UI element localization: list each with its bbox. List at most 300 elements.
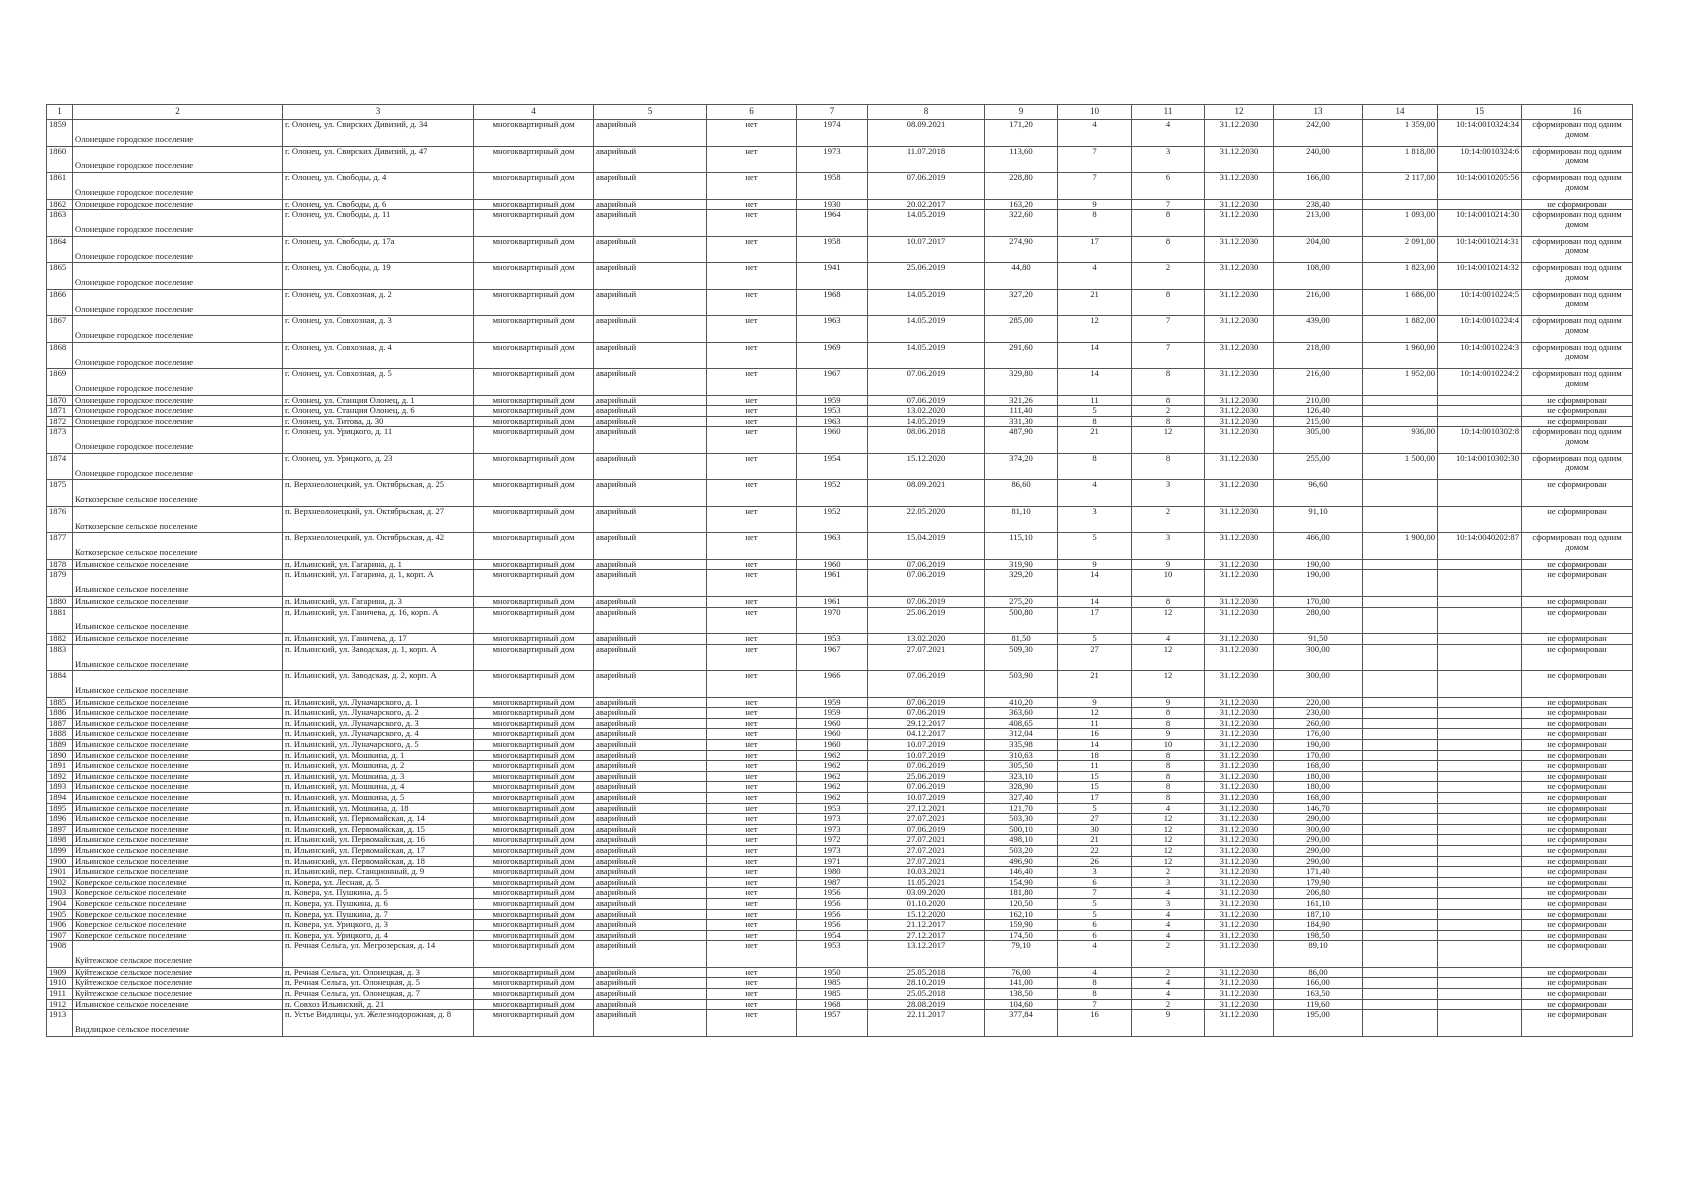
condition-status: аварийный — [594, 835, 707, 846]
year-built: 1964 — [797, 210, 868, 237]
premises-count: 8 — [1132, 596, 1205, 607]
value-13: 218,00 — [1274, 342, 1363, 369]
recognition-date: 07.06.2019 — [868, 395, 985, 406]
recognition-date: 07.06.2019 — [868, 824, 985, 835]
condition-status: аварийный — [594, 1010, 707, 1037]
cadastral-number — [1438, 634, 1522, 645]
demolition-flag: нет — [707, 316, 797, 343]
row-number: 1873 — [47, 427, 73, 454]
table-row — [47, 1010, 1633, 1037]
building-type: многоквартирный дом — [474, 898, 594, 909]
table-row — [47, 782, 1633, 793]
row-number: 1859 — [47, 120, 73, 147]
residents: 12 — [1058, 708, 1132, 719]
premises-count: 7 — [1132, 342, 1205, 369]
land-plot-status: не сформирован — [1522, 814, 1633, 825]
residents: 11 — [1058, 718, 1132, 729]
land-plot-status: не сформирован — [1522, 644, 1633, 671]
building-type: многоквартирный дом — [474, 750, 594, 761]
value-13: 96,60 — [1274, 480, 1363, 507]
resettlement-deadline: 31.12.2030 — [1205, 289, 1274, 316]
recognition-date: 11.07.2018 — [868, 146, 985, 173]
address: г. Олонец, ул. Станция Олонец, д. 1 — [283, 395, 474, 406]
resettlement-deadline: 31.12.2030 — [1205, 835, 1274, 846]
value-13: 171,40 — [1274, 867, 1363, 878]
land-area: 1 882,00 — [1363, 316, 1438, 343]
table-row — [47, 369, 1633, 396]
address: г. Олонец, ул. Совхозная, д. 4 — [283, 342, 474, 369]
land-plot-status: не сформирован — [1522, 395, 1633, 406]
row-number: 1879 — [47, 570, 73, 597]
area: 275,20 — [985, 596, 1058, 607]
building-type: многоквартирный дом — [474, 793, 594, 804]
condition-status: аварийный — [594, 697, 707, 708]
cadastral-number — [1438, 835, 1522, 846]
demolition-flag: нет — [707, 671, 797, 698]
building-type: многоквартирный дом — [474, 877, 594, 888]
residents: 11 — [1058, 395, 1132, 406]
table-row — [47, 867, 1633, 878]
area: 81,10 — [985, 506, 1058, 533]
residents: 14 — [1058, 596, 1132, 607]
premises-count: 8 — [1132, 750, 1205, 761]
column-header: 12 — [1205, 105, 1274, 120]
demolition-flag: нет — [707, 263, 797, 290]
building-type: многоквартирный дом — [474, 316, 594, 343]
residents: 9 — [1058, 697, 1132, 708]
area: 509,30 — [985, 644, 1058, 671]
premises-count: 2 — [1132, 999, 1205, 1010]
cadastral-number — [1438, 941, 1522, 968]
residents: 7 — [1058, 999, 1132, 1010]
residents: 12 — [1058, 316, 1132, 343]
premises-count: 4 — [1132, 920, 1205, 931]
table-row — [47, 263, 1633, 290]
table-row — [47, 570, 1633, 597]
settlement-name: Ильинское сельское поселение — [73, 644, 283, 671]
condition-status: аварийный — [594, 803, 707, 814]
value-13: 255,00 — [1274, 453, 1363, 480]
year-built: 1966 — [797, 671, 868, 698]
land-area — [1363, 607, 1438, 634]
condition-status: аварийный — [594, 289, 707, 316]
table-row — [47, 644, 1633, 671]
row-number: 1895 — [47, 803, 73, 814]
residents: 26 — [1058, 856, 1132, 867]
settlement-name: Олонецкое городское поселение — [73, 120, 283, 147]
cadastral-number: 10:14:0010224:5 — [1438, 289, 1522, 316]
resettlement-deadline: 31.12.2030 — [1205, 369, 1274, 396]
area: 331,30 — [985, 416, 1058, 427]
demolition-flag: нет — [707, 920, 797, 931]
resettlement-deadline: 31.12.2030 — [1205, 236, 1274, 263]
land-plot-status: не сформирован — [1522, 967, 1633, 978]
column-header: 2 — [73, 105, 283, 120]
land-plot-status: сформирован под одним домом — [1522, 120, 1633, 147]
area: 329,20 — [985, 570, 1058, 597]
area: 321,26 — [985, 395, 1058, 406]
cadastral-number — [1438, 740, 1522, 751]
row-number: 1910 — [47, 978, 73, 989]
land-plot-status: сформирован под одним домом — [1522, 236, 1633, 263]
building-type: многоквартирный дом — [474, 395, 594, 406]
settlement-name: Олонецкое городское поселение — [73, 453, 283, 480]
row-number: 1902 — [47, 877, 73, 888]
demolition-flag: нет — [707, 644, 797, 671]
building-type: многоквартирный дом — [474, 967, 594, 978]
address: г. Олонец, ул. Совхозная, д. 5 — [283, 369, 474, 396]
land-plot-status: не сформирован — [1522, 909, 1633, 920]
address: г. Олонец, ул. Станция Олонец, д. 6 — [283, 406, 474, 417]
row-number: 1911 — [47, 989, 73, 1000]
row-number: 1893 — [47, 782, 73, 793]
cadastral-number — [1438, 761, 1522, 772]
land-area: 1 818,00 — [1363, 146, 1438, 173]
year-built: 1960 — [797, 718, 868, 729]
land-plot-status: не сформирован — [1522, 718, 1633, 729]
row-number: 1866 — [47, 289, 73, 316]
demolition-flag: нет — [707, 898, 797, 909]
premises-count: 8 — [1132, 793, 1205, 804]
residents: 5 — [1058, 803, 1132, 814]
row-number: 1870 — [47, 395, 73, 406]
area: 104,60 — [985, 999, 1058, 1010]
land-area — [1363, 761, 1438, 772]
building-type: многоквартирный дом — [474, 120, 594, 147]
recognition-date: 27.07.2021 — [868, 835, 985, 846]
address: п. Верхнеолонецкий, ул. Октябрьская, д. 42 — [283, 533, 474, 560]
demolition-flag: нет — [707, 289, 797, 316]
value-13: 204,00 — [1274, 236, 1363, 263]
land-plot-status: не сформирован — [1522, 506, 1633, 533]
cadastral-number — [1438, 989, 1522, 1000]
value-13: 198,50 — [1274, 930, 1363, 941]
land-area — [1363, 888, 1438, 899]
resettlement-deadline: 31.12.2030 — [1205, 697, 1274, 708]
premises-count: 2 — [1132, 263, 1205, 290]
condition-status: аварийный — [594, 342, 707, 369]
year-built: 1962 — [797, 750, 868, 761]
area: 81,50 — [985, 634, 1058, 645]
land-plot-status: не сформирован — [1522, 856, 1633, 867]
premises-count: 10 — [1132, 570, 1205, 597]
recognition-date: 10.07.2019 — [868, 750, 985, 761]
address: п. Ильинский, ул. Луначарского, д. 2 — [283, 708, 474, 719]
resettlement-deadline: 31.12.2030 — [1205, 867, 1274, 878]
address: п. Речная Сельга, ул. Олонецкая, д. 5 — [283, 978, 474, 989]
table-row — [47, 427, 1633, 454]
residents: 27 — [1058, 814, 1132, 825]
cadastral-number — [1438, 999, 1522, 1010]
premises-count: 12 — [1132, 607, 1205, 634]
land-plot-status: сформирован под одним домом — [1522, 316, 1633, 343]
row-number: 1888 — [47, 729, 73, 740]
table-row — [47, 210, 1633, 237]
condition-status: аварийный — [594, 369, 707, 396]
residents: 6 — [1058, 920, 1132, 931]
land-area — [1363, 596, 1438, 607]
address: п. Ильинский, ул. Мошкина, д. 3 — [283, 771, 474, 782]
building-type: многоквартирный дом — [474, 289, 594, 316]
area: 319,90 — [985, 559, 1058, 570]
building-type: многоквартирный дом — [474, 782, 594, 793]
settlement-name: Олонецкое городское поселение — [73, 406, 283, 417]
address: п. Ковера, ул. Пушкина, д. 7 — [283, 909, 474, 920]
demolition-flag: нет — [707, 146, 797, 173]
settlement-name: Ильинское сельское поселение — [73, 824, 283, 835]
year-built: 1960 — [797, 427, 868, 454]
row-number: 1892 — [47, 771, 73, 782]
premises-count: 8 — [1132, 761, 1205, 772]
residents: 17 — [1058, 607, 1132, 634]
land-plot-status: не сформирован — [1522, 793, 1633, 804]
building-type: многоквартирный дом — [474, 708, 594, 719]
building-type: многоквартирный дом — [474, 909, 594, 920]
demolition-flag: нет — [707, 888, 797, 899]
demolition-flag: нет — [707, 793, 797, 804]
land-area — [1363, 771, 1438, 782]
land-plot-status: не сформирован — [1522, 930, 1633, 941]
year-built: 1950 — [797, 967, 868, 978]
value-13: 126,40 — [1274, 406, 1363, 417]
land-area — [1363, 729, 1438, 740]
residents: 21 — [1058, 671, 1132, 698]
recognition-date: 27.12.2021 — [868, 803, 985, 814]
address: п. Совхоз Ильинский, д. 21 — [283, 999, 474, 1010]
premises-count: 12 — [1132, 845, 1205, 856]
premises-count: 12 — [1132, 644, 1205, 671]
building-type: многоквартирный дом — [474, 867, 594, 878]
resettlement-deadline: 31.12.2030 — [1205, 824, 1274, 835]
table-row — [47, 877, 1633, 888]
resettlement-deadline: 31.12.2030 — [1205, 1010, 1274, 1037]
address: п. Ковера, ул. Пушкина, д. 6 — [283, 898, 474, 909]
building-type: многоквартирный дом — [474, 941, 594, 968]
demolition-flag: нет — [707, 845, 797, 856]
premises-count: 4 — [1132, 909, 1205, 920]
table-row — [47, 729, 1633, 740]
condition-status: аварийный — [594, 236, 707, 263]
row-number: 1898 — [47, 835, 73, 846]
demolition-flag: нет — [707, 506, 797, 533]
premises-count: 9 — [1132, 1010, 1205, 1037]
resettlement-deadline: 31.12.2030 — [1205, 782, 1274, 793]
recognition-date: 03.09.2020 — [868, 888, 985, 899]
land-area — [1363, 877, 1438, 888]
resettlement-deadline: 31.12.2030 — [1205, 596, 1274, 607]
demolition-flag: нет — [707, 416, 797, 427]
recognition-date: 10.07.2019 — [868, 740, 985, 751]
condition-status: аварийный — [594, 596, 707, 607]
land-plot-status: не сформирован — [1522, 596, 1633, 607]
area: 181,80 — [985, 888, 1058, 899]
table-row — [47, 888, 1633, 899]
land-plot-status: не сформирован — [1522, 559, 1633, 570]
residents: 11 — [1058, 761, 1132, 772]
building-type: многоквартирный дом — [474, 480, 594, 507]
row-number: 1875 — [47, 480, 73, 507]
premises-count: 7 — [1132, 199, 1205, 210]
table-row — [47, 761, 1633, 772]
land-plot-status: не сформирован — [1522, 740, 1633, 751]
building-type: многоквартирный дом — [474, 559, 594, 570]
resettlement-deadline: 31.12.2030 — [1205, 793, 1274, 804]
cadastral-number: 10:14:0040202:87 — [1438, 533, 1522, 560]
area: 335,98 — [985, 740, 1058, 751]
land-plot-status: сформирован под одним домом — [1522, 289, 1633, 316]
table-row — [47, 718, 1633, 729]
land-area — [1363, 740, 1438, 751]
demolition-flag: нет — [707, 814, 797, 825]
demolition-flag: нет — [707, 978, 797, 989]
year-built: 1956 — [797, 920, 868, 931]
address: п. Речная Сельга, ул. Мегрозерская, д. 14 — [283, 941, 474, 968]
value-13: 168,00 — [1274, 793, 1363, 804]
recognition-date: 25.06.2019 — [868, 771, 985, 782]
condition-status: аварийный — [594, 877, 707, 888]
condition-status: аварийный — [594, 559, 707, 570]
year-built: 1967 — [797, 369, 868, 396]
resettlement-deadline: 31.12.2030 — [1205, 718, 1274, 729]
table-row — [47, 803, 1633, 814]
area: 374,20 — [985, 453, 1058, 480]
row-number: 1899 — [47, 845, 73, 856]
demolition-flag: нет — [707, 761, 797, 772]
residents: 4 — [1058, 941, 1132, 968]
premises-count: 12 — [1132, 824, 1205, 835]
table-row — [47, 750, 1633, 761]
land-area — [1363, 835, 1438, 846]
area: 171,20 — [985, 120, 1058, 147]
settlement-name: Видлицкое сельское поселение — [73, 1010, 283, 1037]
value-13: 216,00 — [1274, 289, 1363, 316]
address: п. Ковера, ул. Урицкого, д. 4 — [283, 930, 474, 941]
value-13: 190,00 — [1274, 740, 1363, 751]
condition-status: аварийный — [594, 570, 707, 597]
building-type: многоквартирный дом — [474, 835, 594, 846]
resettlement-deadline: 31.12.2030 — [1205, 814, 1274, 825]
area: 146,40 — [985, 867, 1058, 878]
area: 138,50 — [985, 989, 1058, 1000]
building-type: многоквартирный дом — [474, 427, 594, 454]
land-area — [1363, 930, 1438, 941]
value-13: 184,90 — [1274, 920, 1363, 931]
premises-count: 6 — [1132, 173, 1205, 200]
value-13: 242,00 — [1274, 120, 1363, 147]
cadastral-number — [1438, 824, 1522, 835]
address: п. Ильинский, ул. Гагарина, д. 1 — [283, 559, 474, 570]
residents: 18 — [1058, 750, 1132, 761]
settlement-name: Ильинское сельское поселение — [73, 718, 283, 729]
table-row — [47, 793, 1633, 804]
recognition-date: 22.05.2020 — [868, 506, 985, 533]
address: п. Речная Сельга, ул. Олонецкая, д. 7 — [283, 989, 474, 1000]
building-type: многоквартирный дом — [474, 596, 594, 607]
land-area: 2 091,00 — [1363, 236, 1438, 263]
land-area — [1363, 199, 1438, 210]
land-area — [1363, 793, 1438, 804]
residents: 27 — [1058, 644, 1132, 671]
address: п. Ильинский, ул. Мошкина, д. 1 — [283, 750, 474, 761]
address: п. Ильинский, ул. Ганичева, д. 17 — [283, 634, 474, 645]
resettlement-deadline: 31.12.2030 — [1205, 427, 1274, 454]
recognition-date: 15.04.2019 — [868, 533, 985, 560]
resettlement-deadline: 31.12.2030 — [1205, 999, 1274, 1010]
cadastral-number — [1438, 416, 1522, 427]
land-plot-status: не сформирован — [1522, 697, 1633, 708]
value-13: 161,10 — [1274, 898, 1363, 909]
building-type: многоквартирный дом — [474, 824, 594, 835]
residents: 16 — [1058, 729, 1132, 740]
cadastral-number — [1438, 671, 1522, 698]
recognition-date: 07.06.2019 — [868, 559, 985, 570]
table-row — [47, 342, 1633, 369]
residents: 8 — [1058, 210, 1132, 237]
demolition-flag: нет — [707, 453, 797, 480]
residents: 3 — [1058, 867, 1132, 878]
resettlement-deadline: 31.12.2030 — [1205, 909, 1274, 920]
year-built: 1967 — [797, 644, 868, 671]
recognition-date: 07.06.2019 — [868, 173, 985, 200]
condition-status: аварийный — [594, 941, 707, 968]
premises-count: 4 — [1132, 888, 1205, 899]
settlement-name: Ильинское сельское поселение — [73, 793, 283, 804]
land-plot-status: не сформирован — [1522, 888, 1633, 899]
land-plot-status: не сформирован — [1522, 824, 1633, 835]
row-number: 1907 — [47, 930, 73, 941]
settlement-name: Олонецкое городское поселение — [73, 369, 283, 396]
condition-status: аварийный — [594, 146, 707, 173]
table-row — [47, 967, 1633, 978]
land-area — [1363, 506, 1438, 533]
table-row — [47, 999, 1633, 1010]
premises-count: 9 — [1132, 697, 1205, 708]
year-built: 1953 — [797, 803, 868, 814]
row-number: 1863 — [47, 210, 73, 237]
table-row — [47, 395, 1633, 406]
land-area — [1363, 824, 1438, 835]
building-type: многоквартирный дом — [474, 607, 594, 634]
demolition-flag: нет — [707, 697, 797, 708]
land-area — [1363, 559, 1438, 570]
area: 500,80 — [985, 607, 1058, 634]
demolition-flag: нет — [707, 427, 797, 454]
land-area: 1 900,00 — [1363, 533, 1438, 560]
premises-count: 3 — [1132, 533, 1205, 560]
recognition-date: 14.05.2019 — [868, 316, 985, 343]
demolition-flag: нет — [707, 967, 797, 978]
year-built: 1941 — [797, 263, 868, 290]
premises-count: 2 — [1132, 867, 1205, 878]
settlement-name: Ильинское сельское поселение — [73, 803, 283, 814]
table-row — [47, 406, 1633, 417]
demolition-flag: нет — [707, 999, 797, 1010]
address: п. Ильинский, ул. Заводская, д. 1, корп. А — [283, 644, 474, 671]
building-type: многоквартирный дом — [474, 671, 594, 698]
land-plot-status: не сформирован — [1522, 877, 1633, 888]
cadastral-number — [1438, 644, 1522, 671]
column-header: 14 — [1363, 105, 1438, 120]
address: п. Ильинский, ул. Луначарского, д. 4 — [283, 729, 474, 740]
resettlement-deadline: 31.12.2030 — [1205, 263, 1274, 290]
building-type: многоквартирный дом — [474, 989, 594, 1000]
land-area: 1 686,00 — [1363, 289, 1438, 316]
area: 120,50 — [985, 898, 1058, 909]
land-area — [1363, 1010, 1438, 1037]
land-area — [1363, 671, 1438, 698]
recognition-date: 21.12.2017 — [868, 920, 985, 931]
building-type: многоквартирный дом — [474, 1010, 594, 1037]
